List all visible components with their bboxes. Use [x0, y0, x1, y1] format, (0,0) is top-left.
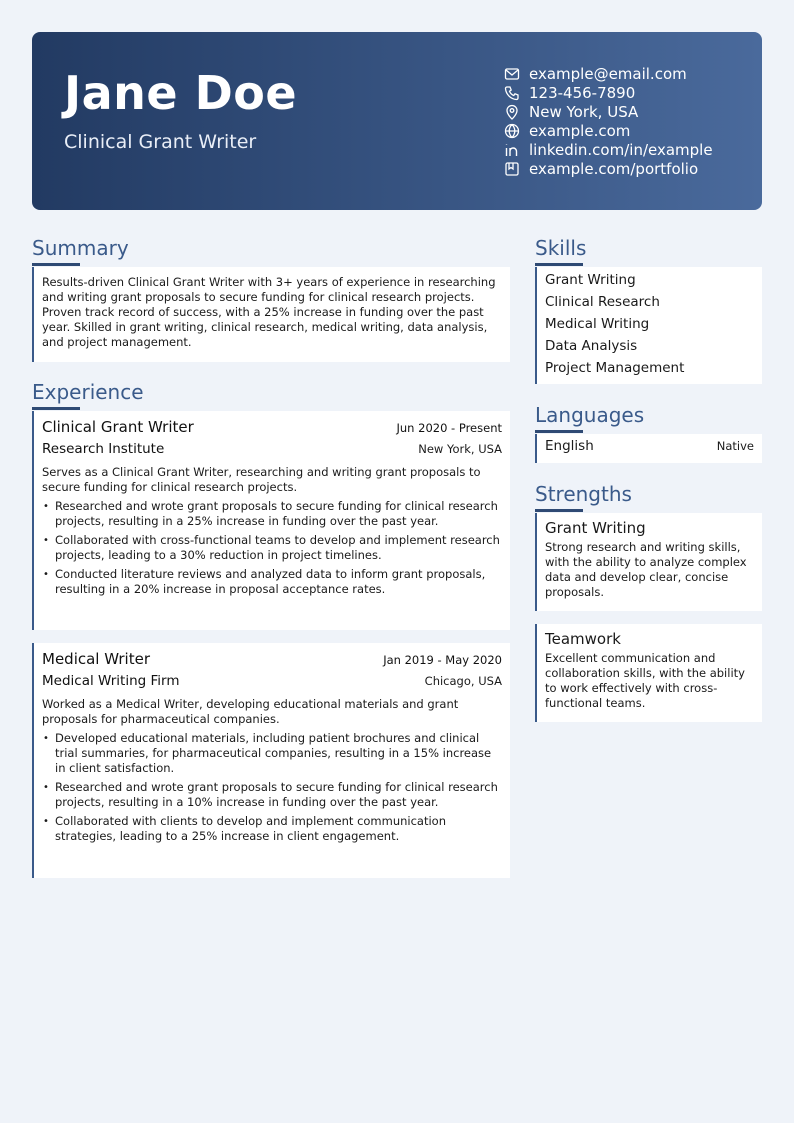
job-location: Chicago, USA: [424, 674, 502, 688]
skill-item: Project Management: [545, 360, 685, 376]
contact-linkedin[interactable]: [504, 140, 713, 159]
list-item: • Developed educational materials, including patient brochures and clinical trial summaries, for pharmaceutical companies, resulting in a 15% increase in client satisfaction.: [42, 731, 502, 776]
strength-title: Teamwork: [545, 630, 621, 648]
job-org: Research Institute: [42, 441, 165, 457]
contact-text: 123-456-7890: [529, 83, 636, 102]
list-item: • Researched and wrote grant proposals to secure funding for clinical research projects, resulting in a 10% increase in funding over the past year.: [42, 780, 502, 810]
contact-text: example.com/portfolio: [529, 159, 699, 178]
job-card: [32, 643, 510, 878]
languages-heading: [535, 403, 644, 436]
job-date: Jan 2019 - May 2020: [383, 653, 502, 667]
job-title: Medical Writer: [42, 650, 151, 668]
skill-item: Grant Writing: [545, 272, 636, 288]
skills-heading-text: Skills: [535, 236, 587, 260]
language-level: Native: [716, 439, 754, 453]
languages-card: [535, 434, 762, 463]
list-item: • Collaborated with clients to develop and implement communication strategies, leading to a 25% increase in client engagement.: [42, 814, 502, 844]
job-bullets: [42, 499, 502, 597]
section-underline: [535, 263, 583, 266]
candidate-role: Clinical Grant Writer: [64, 131, 257, 153]
strengths-heading: [535, 482, 632, 515]
globe-icon: [504, 123, 520, 139]
contact-website[interactable]: [504, 121, 713, 140]
contact-text: New York, USA: [529, 102, 639, 121]
location-icon: [504, 104, 520, 120]
contact-phone[interactable]: [504, 83, 713, 102]
languages-heading-text: Languages: [535, 403, 645, 427]
summary-text: Results-driven Clinical Grant Writer with 3+ years of experience in researching and writing grant proposals to secure funding for clinical research projects. Proven track record of success, with a 25% increase in funding over the past year. Skilled in grant writing, clinical research, medical writing, data analysis, and project management.: [42, 275, 496, 349]
contact-portfolio[interactable]: [504, 159, 713, 178]
strength-card: [535, 513, 762, 611]
skills-card: [535, 267, 762, 384]
resume-header: [32, 32, 762, 210]
experience-heading: [32, 380, 144, 413]
contact-text: example.com: [529, 121, 631, 140]
phone-icon: [504, 85, 520, 101]
job-header: [42, 652, 502, 668]
summary-heading-text: Summary: [32, 236, 129, 260]
experience-heading-text: Experience: [32, 380, 144, 404]
section-underline: [32, 263, 80, 266]
strength-description: Strong research and writing skills, with the ability to analyze complex data and develop clear, concise proposals.: [545, 540, 747, 599]
job-subheader: [42, 442, 502, 457]
skills-heading: [535, 236, 586, 269]
contact-list: [504, 64, 713, 178]
job-card: [32, 411, 510, 630]
job-location: New York, USA: [418, 442, 502, 456]
section-underline: [535, 430, 583, 433]
language-name: English: [545, 438, 594, 454]
job-description: Serves as a Clinical Grant Writer, researching and writing grant proposals to secure funding for clinical research projects.: [42, 465, 481, 494]
summary-card: [32, 267, 510, 362]
list-item: • Conducted literature reviews and analyzed data to inform grant proposals, resulting in a 20% increase in proposal acceptance rates.: [42, 567, 502, 597]
job-description: Worked as a Medical Writer, developing educational materials and grant proposals for pharmaceutical companies.: [42, 697, 459, 726]
skill-item: Data Analysis: [545, 338, 638, 354]
skill-item: Medical Writing: [545, 316, 650, 332]
strength-description: Excellent communication and collaboration skills, with the ability to work effectively with cross-functional teams.: [545, 651, 745, 710]
strength-card: [535, 624, 762, 722]
candidate-name: Jane Doe: [64, 66, 298, 120]
skill-item: Clinical Research: [545, 294, 660, 310]
skills-list: [545, 269, 754, 379]
section-underline: [535, 509, 583, 512]
job-header: [42, 420, 502, 436]
language-row: [545, 439, 754, 454]
job-subheader: [42, 674, 502, 689]
strength-title: Grant Writing: [545, 519, 646, 537]
job-date: Jun 2020 - Present: [396, 421, 502, 435]
contact-text: linkedin.com/in/example: [529, 140, 713, 159]
mail-icon: [504, 66, 520, 82]
section-underline: [32, 407, 80, 410]
job-title: Clinical Grant Writer: [42, 418, 194, 436]
list-item: • Researched and wrote grant proposals to secure funding for clinical research projects, resulting in a 25% increase in funding over the past year.: [42, 499, 502, 529]
job-bullets: [42, 731, 502, 844]
list-item: • Collaborated with cross-functional teams to develop and implement research projects, leading to a 30% reduction in project timelines.: [42, 533, 502, 563]
contact-text: example@email.com: [529, 64, 687, 83]
strengths-heading-text: Strengths: [535, 482, 632, 506]
contact-location: [504, 102, 713, 121]
portfolio-icon: [504, 161, 520, 177]
linkedin-icon: [504, 142, 520, 158]
contact-email[interactable]: [504, 64, 713, 83]
job-org: Medical Writing Firm: [42, 673, 180, 689]
summary-heading: [32, 236, 129, 269]
